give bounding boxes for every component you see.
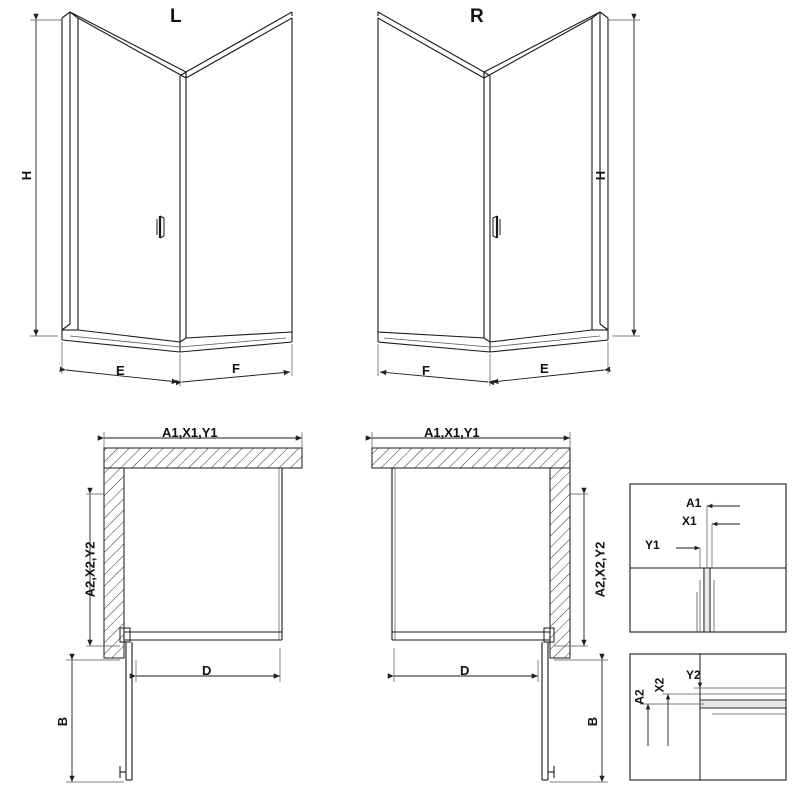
plan-right-top-dimension: A1,X1,Y1 — [424, 425, 480, 440]
height-label-left: H — [19, 170, 35, 181]
view-title-left: L — [170, 6, 182, 27]
plan-left-b-dimension: B — [55, 716, 71, 727]
detail-label-y1: Y1 — [645, 538, 660, 552]
detail-label-a1: A1 — [686, 496, 702, 510]
plan-right-b-dimension: B — [585, 716, 601, 727]
detail-label-a2: A2 — [632, 689, 647, 705]
plan-right-d-dimension: D — [460, 663, 470, 678]
detail-label-y2: Y2 — [686, 668, 701, 682]
bottom-label-left-f: F — [232, 361, 240, 376]
bottom-label-left-e: E — [116, 363, 125, 378]
detail-label-x2: X2 — [652, 677, 667, 693]
bottom-label-right-f: F — [422, 363, 430, 378]
detail-label-x1: X1 — [682, 514, 697, 528]
plan-left-d-dimension: D — [202, 663, 212, 678]
plan-left-top-dimension: A1,X1,Y1 — [162, 425, 218, 440]
view-title-right: R — [470, 6, 484, 27]
height-label-right: H — [593, 170, 609, 181]
bottom-label-right-e: E — [540, 361, 549, 376]
plan-right-side-dimension: A2,X2,Y2 — [592, 541, 608, 598]
plan-left-side-dimension: A2,X2,Y2 — [82, 541, 98, 598]
